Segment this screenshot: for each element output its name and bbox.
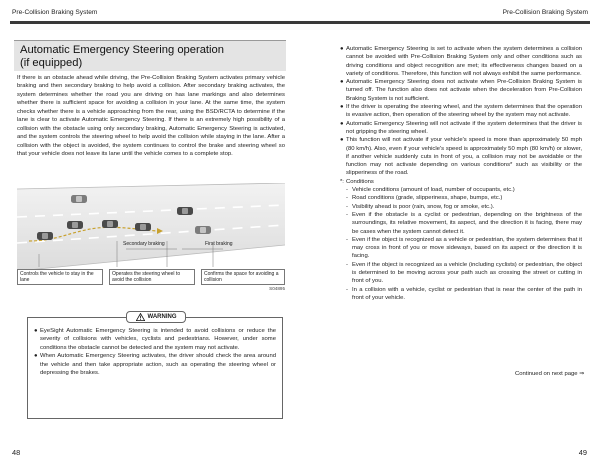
steering-diagram	[17, 183, 285, 296]
ego-vehicle-2	[67, 221, 83, 229]
box-confirm-space: Confirms the space for avoiding a collision	[201, 269, 285, 285]
box-stay-in-lane: Controls the vehicle to stay in the lane	[17, 269, 103, 285]
warning-item-text: EyeSight Automatic Emergency Steering is intended to avoid collisions or reduce the severity of collisions with vehicles, cyclists and pedestrians. However, under some conditions the obstacle cannot be detected and the system may not activate.	[40, 328, 276, 351]
condition-item: - Even if the object is recognized as a vehicle or pedestrian, the system determines that it may cross in front of you or move sideways, based on its aspect or the direction it is facing.	[346, 236, 582, 260]
condition-text: Visibility ahead is poor (rain, snow, fog or smoke, etc.).	[352, 203, 495, 210]
warning-item: ● When Automatic Emergency Steering activates, the driver should check the area around the vehicle and then take appropriate action, such as operating the steering wheel or depressing the brakes.	[34, 353, 276, 377]
condition-text: In a collision with a vehicle, cyclist or pedestrian that is near the center of the path in front of your vehicle.	[352, 286, 582, 301]
continued-on-next-page: Continued on next page ⇒	[515, 371, 585, 377]
condition-text: Vehicle conditions (amount of load, number of occupants, etc.)	[352, 187, 515, 194]
ego-vehicle-3	[102, 220, 118, 228]
warning-box	[27, 314, 283, 419]
notes-column	[340, 45, 582, 302]
figure-code: S04895	[269, 286, 285, 291]
note-text: Automatic Emergency Steering will not activate if the system determines that the driver is not gripping the steering wheel.	[346, 120, 582, 135]
body-paragraph: If there is an obstacle ahead while driving, the Pre-Collision Braking System activates primary vehicle braking and then secondary braking to help avoid a collision. After secondary braking activates, the system determines whether the road you are driving on has lane markings and also determines whether there is sufficient space for avoiding a collision in your lane. At the same time, the system checks whether there is a vehicle approaching from the rear, using the BSD/RCTA to determine if the lane is clear to activate Automatic Emergency Steering. If there is an extremely high possibility of a collision with the obstacle using only secondary braking, Automatic Emergency Steering is activated, and the system controls the steering wheel to help avoid the collision while staying in the lane. After a collision with the object is avoided, the system continues to control the brake and steering wheel so that your vehicle does not leave its lane until the vehicle comes to a complete stop.	[17, 75, 285, 158]
conditions-label: *: Conditions	[340, 178, 374, 185]
condition-text: Even if the object is recognized as a vehicle (including cyclists) or pedestrian, the object is determined to be moving across your path such as crossing the street or cutting in front of you.	[352, 261, 582, 285]
ego-vehicle-4	[135, 223, 151, 231]
note-text: Automatic Emergency Steering does not activate when Pre-Collision Braking System is turned off. The function also does not activate when the deceleration from Pre-Collision Braking System is not sufficient.	[346, 79, 582, 102]
right-page	[300, 0, 600, 471]
label-first-braking: First braking	[205, 241, 233, 247]
ego-vehicle-1	[37, 232, 53, 240]
conditions-label-text: Conditions	[346, 178, 374, 185]
obstacle-vehicle	[195, 226, 211, 234]
box-operate-steering: Operates the steering wheel to avoid the collision	[109, 269, 195, 285]
condition-item: - In a collision with a vehicle, cyclist or pedestrian that is near the center of the path in front of your vehicle.	[346, 286, 582, 301]
warning-heading	[126, 311, 186, 323]
warning-item-text: When Automatic Emergency Steering activates, the driver should check the area around the vehicle and then take appropriate action, such as operating the steering wheel or depressing the brakes.	[40, 353, 276, 377]
note-item: ● This function will not activate if your vehicle's speed is more than approximately 50 mph (80 km/h). Also, even if your vehicle's speed is approximately 50 mph (80 km/h) or slower, if another vehicle suddenly cuts in front of you, a collision may not be avoidable or the function may not activate depending on various conditions* such as visibility or the slipperiness of the road.	[340, 137, 582, 177]
note-item: ● If the driver is operating the steering wheel, and the system determines that the operation is evasive action, then operation of the steering wheel by the system may not activate.	[340, 104, 582, 119]
condition-text: Even if the object is recognized as a vehicle or pedestrian, the system determines that it may cross in front of you or move sideways, based on its aspect or the direction it is facing.	[352, 236, 582, 260]
note-item: ● Automatic Emergency Steering is set to activate when the system determines a collision cannot be avoided with Pre-Collision Braking System only and other conditions such as driving conditions and object recognition are met; its effectiveness changes based on a variety of conditions. Therefore, this function will not always exhibit the same performance.	[340, 46, 582, 77]
section-title	[14, 40, 286, 71]
note-item: ● Automatic Emergency Steering does not activate when Pre-Collision Braking System is turned off. The function also does not activate when the deceleration from Pre-Collision Braking System is not sufficient.	[340, 79, 582, 102]
header-rule	[10, 21, 300, 24]
warning-item: ● EyeSight Automatic Emergency Steering is intended to avoid collisions or reduce the severity of collisions with vehicles, cyclists and pedestrians. However, under some conditions the obstacle cannot be detected and the system may not activate.	[34, 328, 276, 351]
running-head: Pre-Collision Braking System	[12, 9, 98, 16]
note-text: This function will not activate if your vehicle's speed is more than approximately 50 mph (80 km/h). Also, even if your vehicle's speed is approximately 50 mph (80 km/h) or slower, if another vehicle suddenly cuts in front of you, a collision may not be avoidable or the function may not activate depending on various conditions* such as visibility or the slipperiness of the road.	[346, 137, 582, 177]
condition-item: - Road conditions (grade, slipperiness, shape, bumps, etc.)	[346, 194, 582, 202]
note-text: Automatic Emergency Steering is set to activate when the system determines a collision cannot be avoided with Pre-Collision Braking System only and other conditions such as driving conditions and object recognition are met; its effectiveness changes based on a variety of conditions. Therefore, this function will not always exhibit the same performance.	[346, 46, 582, 77]
condition-item: - Vehicle conditions (amount of load, number of occupants, etc.)	[346, 186, 582, 194]
condition-item: - Visibility ahead is poor (rain, snow, fog or smoke, etc.).	[346, 203, 582, 211]
condition-item: - Even if the object is recognized as a vehicle (including cyclists) or pedestrian, the object is determined to be moving across your path such as crossing the street or cutting in front of you.	[346, 261, 582, 285]
section-title-line-2: (if equipped)	[20, 57, 83, 69]
warning-triangle-icon	[136, 313, 145, 321]
label-secondary-braking: Secondary braking	[123, 241, 165, 247]
page-number-left: 48	[12, 448, 21, 457]
warning-list	[34, 327, 276, 377]
condition-text: Road conditions (grade, slipperiness, shape, bumps, etc.)	[352, 195, 503, 202]
running-head: Pre-Collision Braking System	[502, 9, 588, 16]
warning-heading-text: WARNING	[147, 314, 177, 320]
page-number-right: 49	[578, 448, 587, 457]
condition-item: - Even if the obstacle is a cyclist or pedestrian, depending on the brightness of the surroundings, its relative movement, its aspect, and the direction it is facing, there may be cases when the system cannot detect it.	[346, 211, 582, 235]
note-text: If the driver is operating the steering wheel, and the system determines that the operation is evasive action, then operation of the steering wheel by the system may not activate.	[346, 104, 582, 119]
note-item: ● Automatic Emergency Steering will not activate if the system determines that the driver is not gripping the steering wheel.	[340, 120, 582, 135]
oncoming-vehicle-1	[71, 195, 87, 203]
condition-text: Even if the obstacle is a cyclist or pedestrian, depending on the brightness of the surroundings, its relative movement, its aspect, and the direction it is facing, there may be cases when the system cannot detect it.	[352, 211, 582, 235]
ego-vehicle-5	[177, 207, 193, 215]
section-title-line-1: Automatic Emergency Steering operation	[20, 44, 224, 56]
header-rule	[300, 21, 590, 24]
